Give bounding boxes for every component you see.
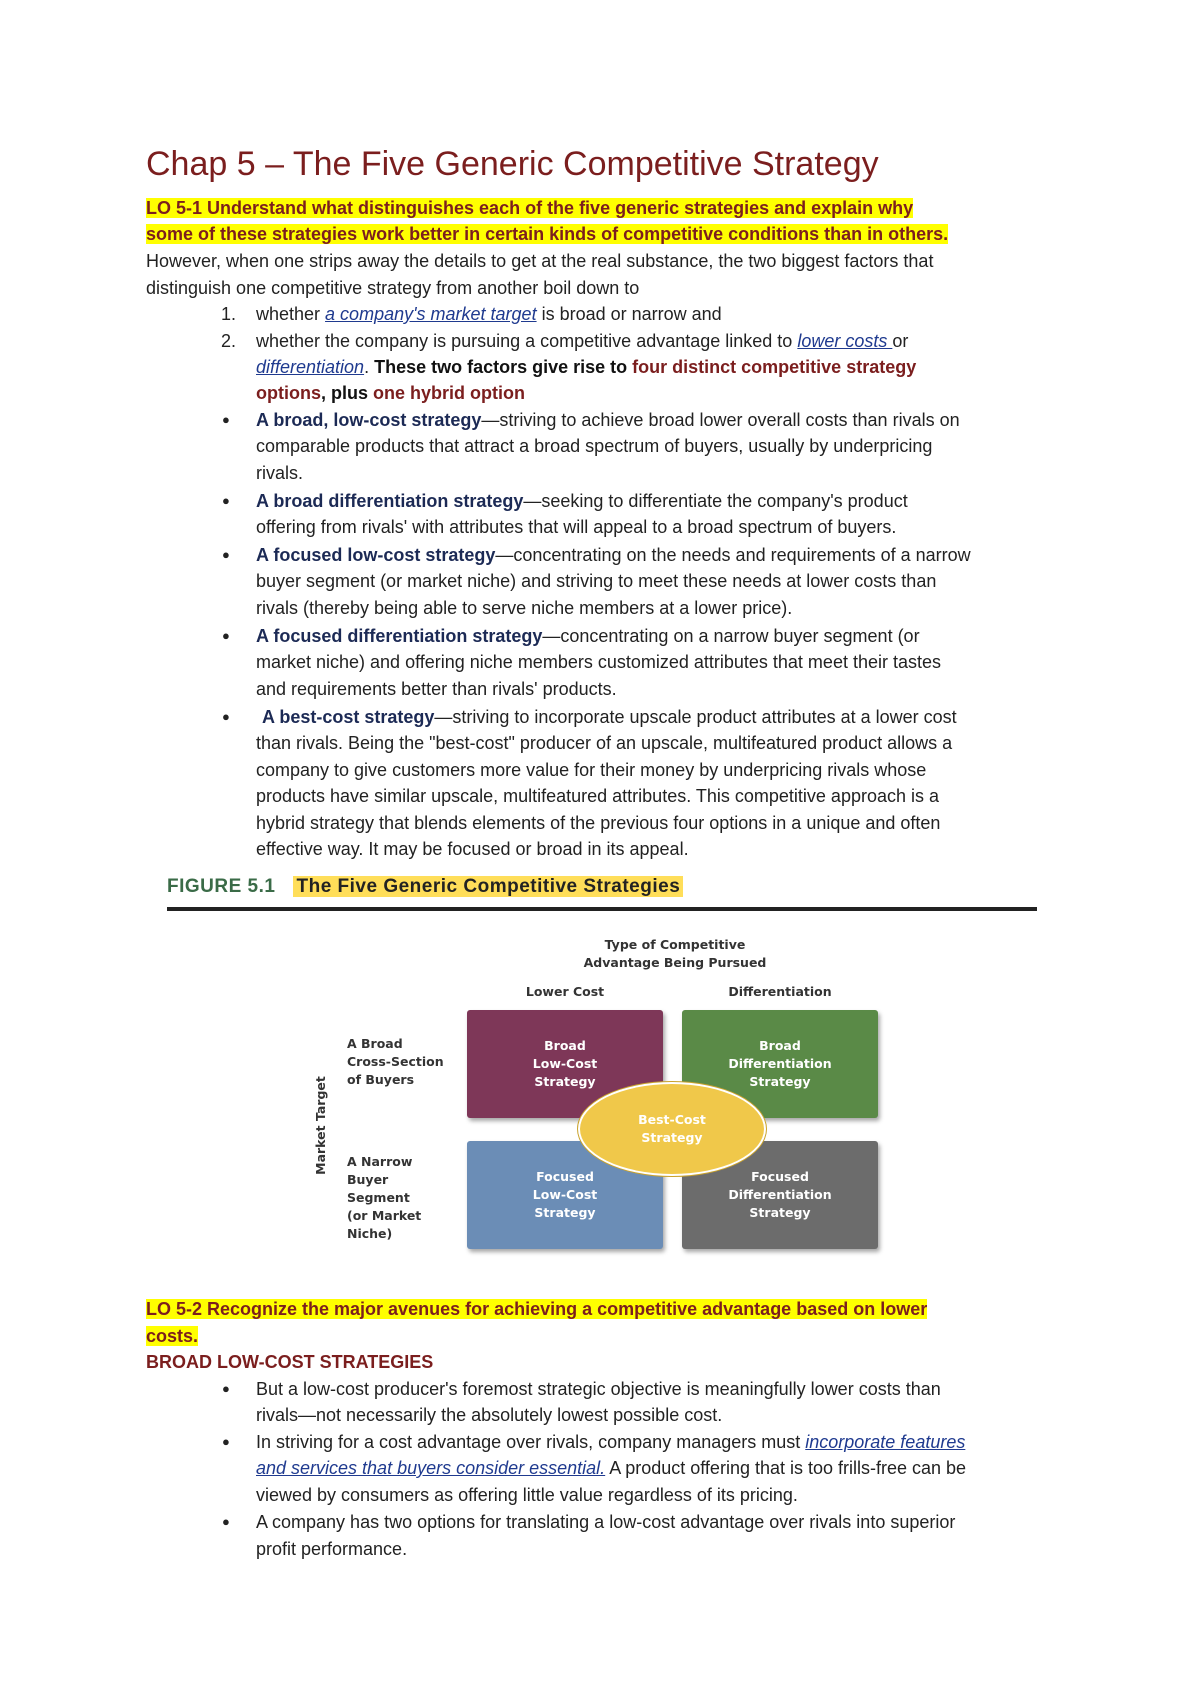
figure-title [167,876,683,898]
column-label-differentiation: Differentiation [728,984,832,999]
box-broad-differentiation: Broad Differentiation Strategy [682,1010,878,1118]
strategy-item-continued: offering from rivals' with attributes that will appeal to a broad spectrum of buyers. [256,517,897,537]
lo-5-1-line1: LO 5-1 Understand what distinguishes each of the five generic strategies and explain why [146,198,914,218]
point-item-continued: and services that buyers consider essential. A product offering that is too frills-free can be [256,1458,967,1478]
list-item-continued: differentiation. These two factors give rise to four distinct competitive strategy [256,357,917,377]
box-focused-differentiation: Focused Differentiation Strategy [682,1141,878,1249]
row-label-broad: A Broad Cross-Section of Buyers [347,1036,444,1087]
figure-column-header: Type of Competitive Advantage Being Pursued [583,937,767,970]
figure-number: FIGURE 5.1 [167,876,276,897]
bullet-icon: ● [222,1434,230,1449]
strategy-item-continued: comparable products that attract a broad spectrum of buyers, usually by underpricing [256,436,933,456]
lo-5-2-line2: costs. [146,1326,199,1346]
section-heading: BROAD LOW-COST STRATEGIES [146,1352,434,1372]
strategy-item: A focused differentiation strategy—concentrating on a narrow buyer segment (or [256,626,920,646]
bullet-icon: ● [222,628,230,643]
strategy-item-continued: company to give customers more value for their money by underpricing rivals whose [256,760,927,780]
strategy-item-continued: and requirements better than rivals' products. [256,679,617,699]
strategy-item-continued: rivals. [256,463,304,483]
strategy-item-continued: effective way. It may be focused or broad in its appeal. [256,839,689,859]
list-item-continued: options, plus one hybrid option [256,383,525,403]
strategy-item: A focused low-cost strategy—concentrating on the needs and requirements of a narrow [256,545,971,565]
strategy-item-continued: rivals (thereby being able to serve niche members at a lower price). [256,598,793,618]
lo-5-1-line2: some of these strategies work better in certain kinds of competitive conditions than in others. [146,224,949,244]
point-item-continued: viewed by consumers as offering little value regardless of its pricing. [256,1485,798,1505]
figure-name: The Five Generic Competitive Strategies [293,876,683,897]
list-item: whether a company's market target is broad or narrow and [256,304,722,324]
best-cost-ellipse: Best-Cost Strategy [578,1082,766,1176]
strategy-item-continued: than rivals. Being the "best-cost" producer of an upscale, multifeatured product allows a [256,733,953,753]
point-item: But a low-cost producer's foremost strategic objective is meaningfully lower costs than [256,1379,941,1399]
strategy-item-continued: buyer segment (or market niche) and striving to meet these needs at lower costs than [256,571,937,591]
page-title: Chap 5 – The Five Generic Competitive Strategy [146,145,879,183]
point-item: In striving for a cost advantage over rivals, company managers must incorporate features [256,1432,966,1452]
point-item: A company has two options for translating a low-cost advantage over rivals into superior [256,1512,956,1532]
strategy-item-continued: products have similar upscale, multifeatured attributes. This competitive approach is a [256,786,939,806]
strategy-item: A broad, low-cost strategy—striving to achieve broad lower overall costs than rivals on [256,410,960,430]
bullet-icon: ● [222,709,230,724]
list-number: 1. [221,304,237,324]
box-focused-low-cost: Focused Low-Cost Strategy [467,1141,663,1249]
bullet-icon: ● [222,1514,230,1529]
column-label-lower-cost: Lower Cost [525,984,605,999]
intro-line1: However, when one strips away the details to get at the real substance, the two biggest factors that [146,251,934,271]
strategy-item-continued: hybrid strategy that blends elements of the previous four options in a unique and often [256,813,941,833]
axis-label-market-target: Market Target [312,1076,328,1175]
point-item-continued: profit performance. [256,1539,408,1559]
figure-rule [167,907,1037,911]
differentiation-link[interactable]: differentiation [256,357,365,377]
list-number: 2. [221,331,237,351]
box-broad-low-cost: Broad Low-Cost Strategy [467,1010,663,1118]
row-label-narrow: A Narrow Buyer Segment (or Market Niche) [347,1154,422,1241]
bullet-icon: ● [222,493,230,508]
lo-5-2-line1: LO 5-2 Recognize the major avenues for achieving a competitive advantage based on lower [146,1299,928,1319]
features-link-continued[interactable]: and services that buyers consider essential. [256,1458,606,1478]
features-link[interactable]: incorporate features [805,1432,966,1452]
strategy-item: A best-cost strategy—striving to incorporate upscale product attributes at a lower cost [262,707,957,727]
bullet-icon: ● [222,547,230,562]
bullet-icon: ● [222,412,230,427]
strategy-item: A broad differentiation strategy—seeking to differentiate the company's product [256,491,908,511]
lower-costs-link[interactable]: lower costs [797,331,893,351]
strategy-item-continued: market niche) and offering niche members customized attributes that meet their tastes [256,652,941,672]
intro-line2: distinguish one competitive strategy from another boil down to [146,278,640,298]
point-item-continued: rivals—not necessarily the absolutely lowest possible cost. [256,1405,723,1425]
market-target-link[interactable]: a company's market target [325,304,537,324]
list-item: whether the company is pursuing a competitive advantage linked to lower costs or [256,331,909,351]
bullet-icon: ● [222,1381,230,1396]
